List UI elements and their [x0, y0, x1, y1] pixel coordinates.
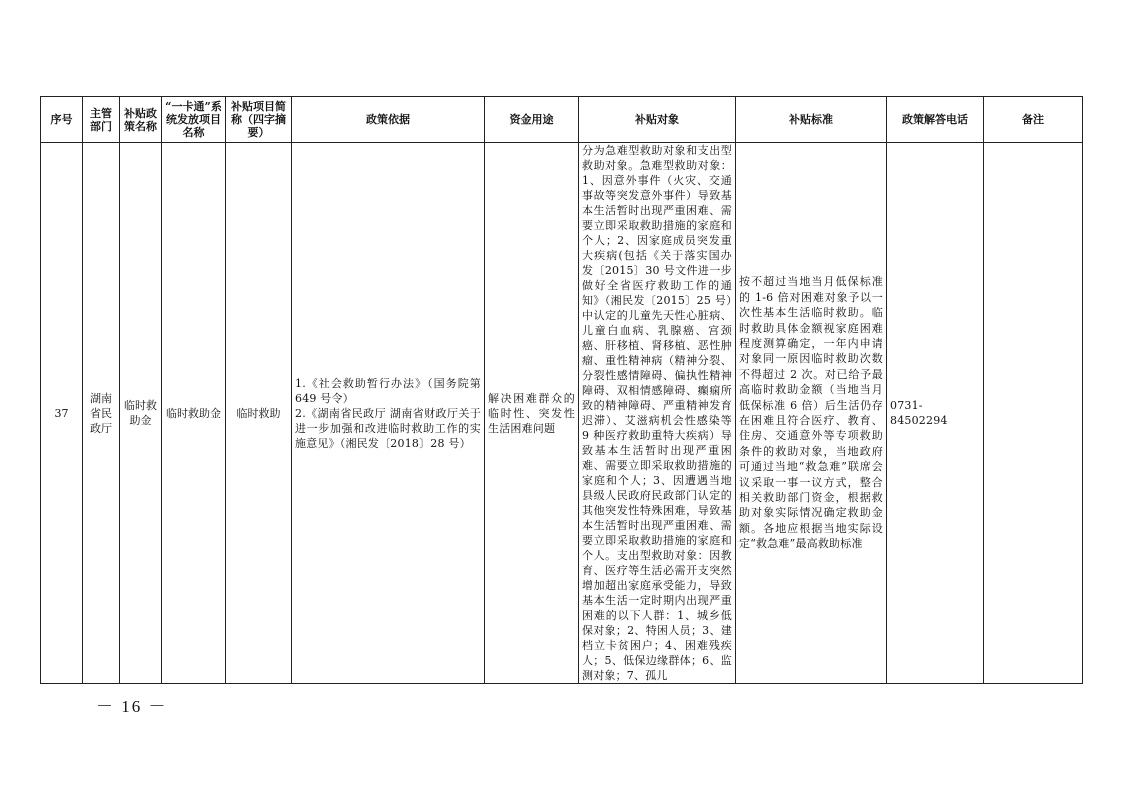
header-policy-basis: 政策依据	[292, 97, 485, 143]
cell-remarks	[984, 143, 1083, 684]
header-card-item-name: “一卡通”系统发放项目名称	[162, 97, 226, 143]
page-number: － 16 －	[96, 697, 168, 716]
header-short-name: 补贴项目简称（四字摘要）	[226, 97, 292, 143]
cell-short-name: 临时救助	[226, 143, 292, 684]
header-department: 主管部门	[83, 97, 120, 143]
table-row	[41, 143, 1083, 684]
table-header-row	[41, 97, 1083, 143]
cell-phone: 0731-84502294	[887, 143, 984, 684]
header-fund-use: 资金用途	[485, 97, 579, 143]
cell-department: 湖南省民政厅	[83, 143, 120, 684]
subsidy-policy-table	[40, 96, 1083, 684]
header-remarks: 备注	[984, 97, 1083, 143]
header-seq: 序号	[41, 97, 83, 143]
cell-standard: 按不超过当地当月低保标准的 1-6 倍对困难对象予以一次性基本生活临时救助。临时救助具体金额视家庭困难程度测算确定，一年内申请对象同一原因临时救助次数不得超过 2 次。对已给予最高临时救助金额（当地当月低保标准 6 倍）后生活仍存在困难且符合医疗、教育、住房、交通意外等专项救助条件的救助对象，当地政府可通过当地“救急难”联席会议采取一事一议方式，整合相关救助部门资金，根据救助对象实际情况确定救助金额。各地应根据当地实际设定“救急难”最高救助标准	[736, 143, 887, 684]
cell-card-item-name: 临时救助金	[162, 143, 226, 684]
cell-seq: 37	[41, 143, 83, 684]
cell-fund-use: 解决困难群众的临时性、突发性生活困难问题	[485, 143, 579, 684]
header-subsidy-policy-name: 补贴政策名称	[120, 97, 162, 143]
header-phone: 政策解答电话	[887, 97, 984, 143]
cell-subsidy-policy-name: 临时救助金	[120, 143, 162, 684]
cell-policy-basis: 1.《社会救助暂行办法》（国务院第 649 号令） 2.《湖南省民政厅 湖南省财政厅关于进一步加强和改进临时救助工作的实施意见》（湘民发〔2018〕28 号）	[292, 143, 485, 684]
cell-target: 分为急难型救助对象和支出型救助对象。急难型救助对象：1、因意外事件（火灾、交通事故等突发意外事件）导致基本生活暂时出现严重困难、需要立即采取救助措施的家庭和个人；2、因家庭成员突发重大疾病(包括《关于落实国办发〔2015〕30 号文件进一步做好全省医疗救助工作的通知》（湘民发〔2015〕25 号）中认定的儿童先天性心脏病、儿童白血病、乳腺癌、宫颈癌、肝移植、肾移植、恶性肿瘤、重性精神病（精神分裂、分裂性感情障碍、偏执性精神障碍、双相情感障碍、癫痫所致的精神障碍、严重精神发育迟滞）、艾滋病机会性感染等 9 种医疗救助重特大疾病）导致基本生活暂时出现严重困难、需要立即采取救助措施的家庭和个人；3、因遭遇当地县级人民政府民政部门认定的其他突发性特殊困难，导致基本生活暂时出现严重困难、需要立即采取救助措施的家庭和个人。支出型救助对象：因教育、医疗等生活必需开支突然增加超出家庭承受能力，导致基本生活一定时期内出现严重困难的以下人群：1、城乡低保对象；2、特困人员；3、建档立卡贫困户；4、困难残疾人；5、低保边缘群体；6、监测对象；7、孤儿	[579, 143, 736, 684]
header-standard: 补贴标准	[736, 97, 887, 143]
header-target: 补贴对象	[579, 97, 736, 143]
